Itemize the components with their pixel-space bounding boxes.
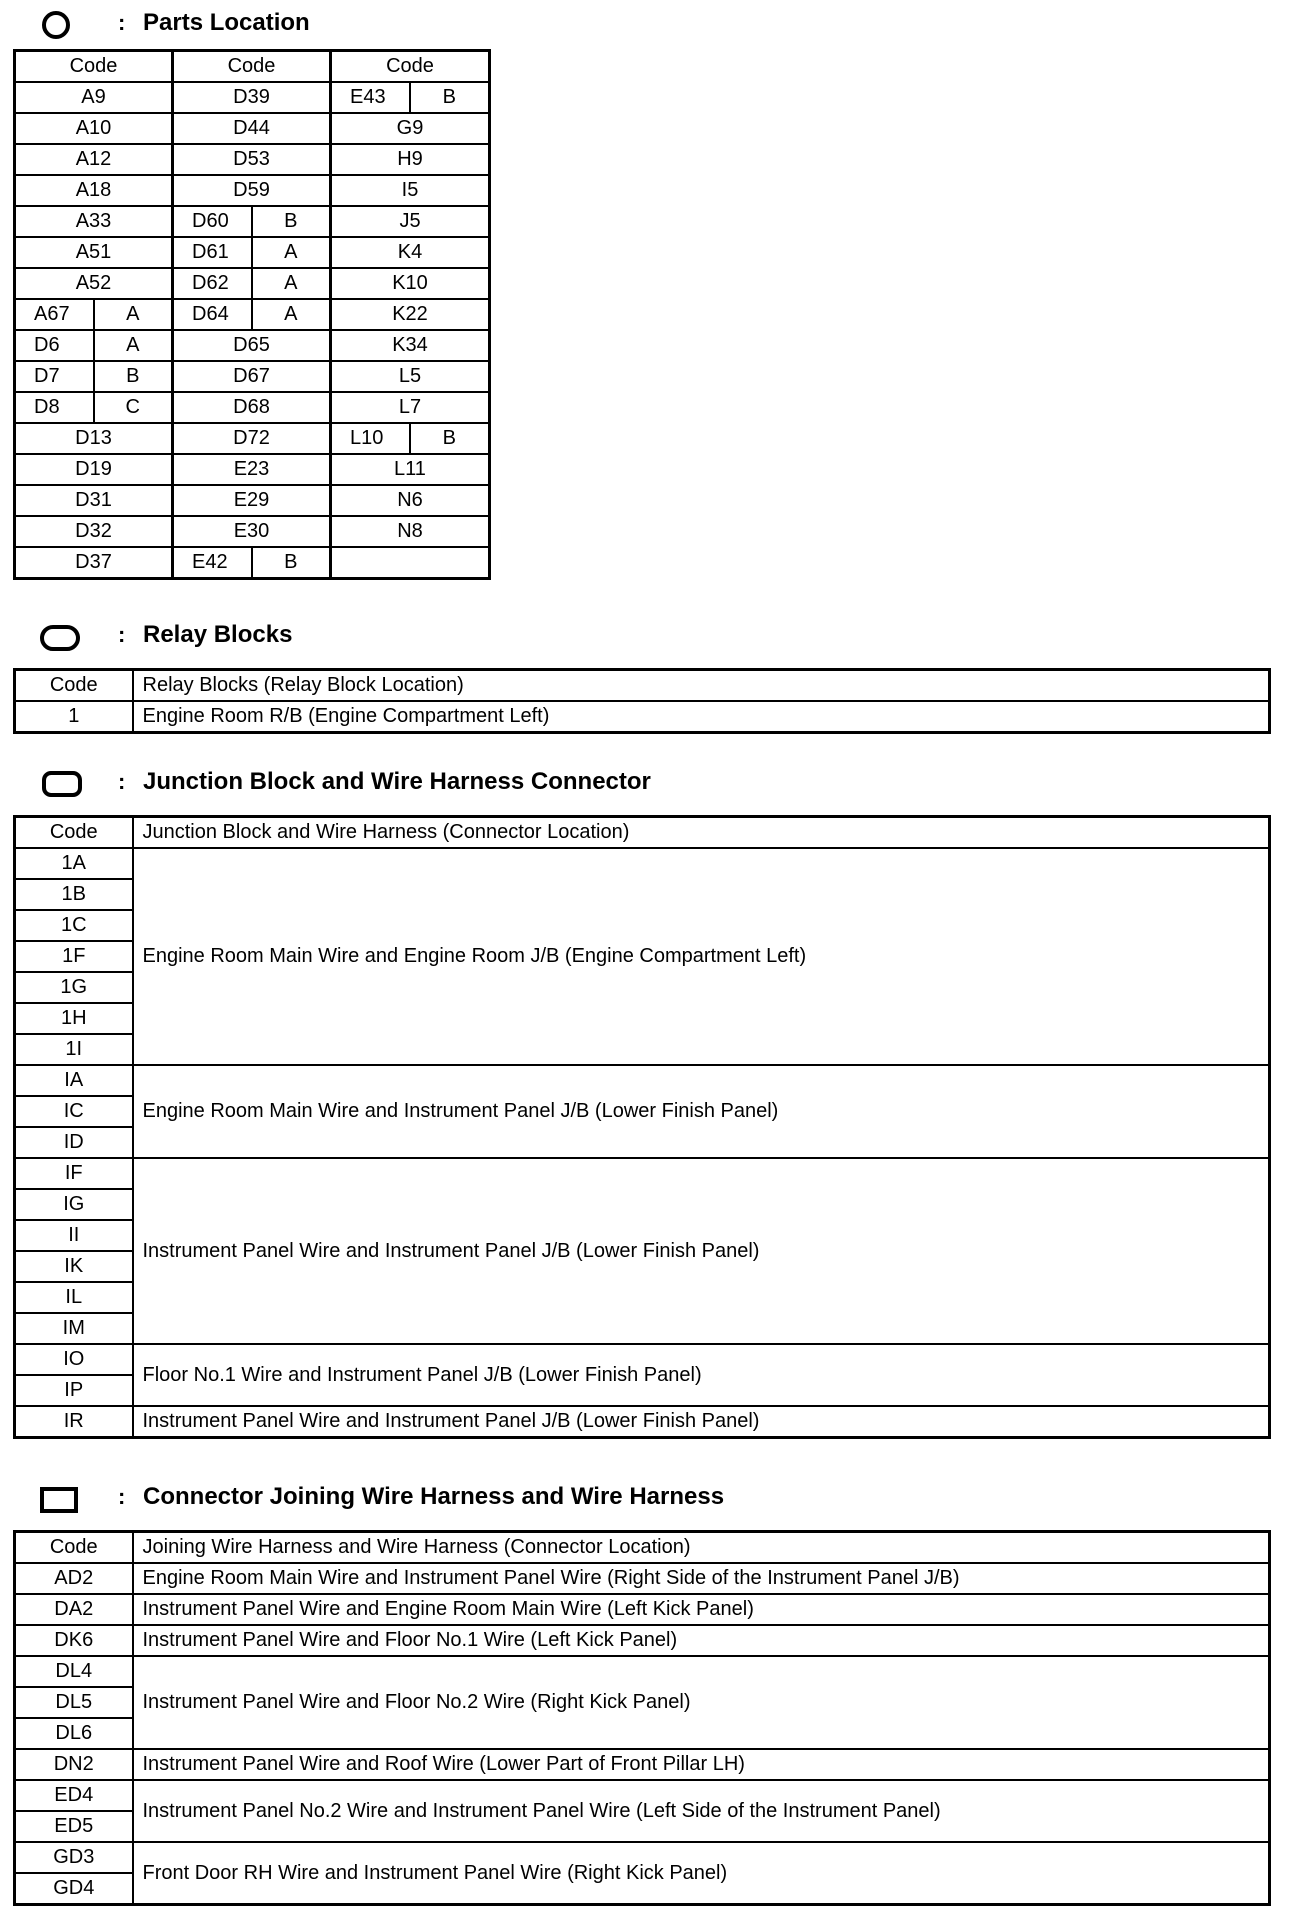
code-cell: 1H — [15, 1003, 133, 1034]
part-code: D32 — [15, 516, 173, 547]
location-description: Instrument Panel Wire and Roof Wire (Lower Part of Front Pillar LH) — [133, 1749, 1270, 1780]
part-code: D44 — [173, 113, 331, 144]
part-code: D68 — [173, 392, 331, 423]
part-code: A52 — [15, 268, 173, 299]
part-code: L5 — [331, 361, 490, 392]
part-code: D62 — [173, 268, 252, 299]
table-row — [15, 1065, 1270, 1096]
part-code: D67 — [173, 361, 331, 392]
code-cell: 1 — [15, 701, 133, 733]
junction-block-table — [13, 815, 1271, 1439]
part-code: E42 — [173, 547, 252, 579]
part-code: K4 — [331, 237, 490, 268]
part-connector-letter: B — [410, 82, 490, 113]
code-cell: AD2 — [15, 1563, 133, 1594]
location-description: Instrument Panel Wire and Instrument Panel J/B (Lower Finish Panel) — [133, 1406, 1270, 1438]
table-row — [15, 1749, 1270, 1780]
code-cell: IC — [15, 1096, 133, 1127]
table-row — [15, 361, 490, 392]
part-code: D72 — [173, 423, 331, 454]
connector-joining-title: Connector Joining Wire Harness and Wire Harness — [143, 1483, 725, 1510]
code-cell: IA — [15, 1065, 133, 1096]
column-header: Code — [173, 51, 331, 83]
part-connector-letter: B — [94, 361, 173, 392]
part-code: D60 — [173, 206, 252, 237]
part-code: D19 — [15, 454, 173, 485]
part-code: G9 — [331, 113, 490, 144]
location-description: Instrument Panel Wire and Floor No.2 Wire (Right Kick Panel) — [133, 1656, 1270, 1749]
part-code: D13 — [15, 423, 173, 454]
location-description: Instrument Panel Wire and Instrument Panel J/B (Lower Finish Panel) — [133, 1158, 1270, 1344]
table-row — [15, 113, 490, 144]
code-cell: 1I — [15, 1034, 133, 1065]
table-row — [15, 1563, 1270, 1594]
table-row — [15, 237, 490, 268]
part-connector-letter: A — [252, 268, 331, 299]
column-header: Code — [15, 670, 133, 702]
part-code: J5 — [331, 206, 490, 237]
junction-block-title: Junction Block and Wire Harness Connector — [143, 768, 651, 795]
colon: : — [118, 622, 126, 647]
table-row — [15, 423, 490, 454]
part-code: N8 — [331, 516, 490, 547]
part-code: K34 — [331, 330, 490, 361]
table-row — [15, 206, 490, 237]
part-code: H9 — [331, 144, 490, 175]
part-connector-letter: A — [94, 330, 173, 361]
part-code — [331, 547, 490, 579]
table-row — [15, 547, 490, 579]
table-row — [15, 1656, 1270, 1687]
code-cell: 1A — [15, 848, 133, 879]
table-row — [15, 299, 490, 330]
header-row — [15, 1532, 1270, 1564]
column-header: Junction Block and Wire Harness (Connector Location) — [133, 817, 1270, 849]
code-cell: IM — [15, 1313, 133, 1344]
part-code: L10 — [331, 423, 410, 454]
table-row — [15, 701, 1270, 733]
connector-joining-header — [40, 1483, 72, 1515]
table-row — [15, 1406, 1270, 1438]
part-code: D39 — [173, 82, 331, 113]
part-connector-letter: B — [252, 547, 331, 579]
column-header: Code — [15, 1532, 133, 1564]
table-row — [15, 175, 490, 206]
relay-blocks-title: Relay Blocks — [143, 621, 293, 648]
header-row — [15, 51, 490, 83]
part-code: K10 — [331, 268, 490, 299]
junction-block-header — [40, 768, 72, 800]
part-code: D61 — [173, 237, 252, 268]
table-row — [15, 1842, 1270, 1873]
relay-blocks-header — [40, 621, 72, 653]
code-cell: IG — [15, 1189, 133, 1220]
code-cell: DL4 — [15, 1656, 133, 1687]
part-connector-letter: A — [252, 299, 331, 330]
code-cell: DL5 — [15, 1687, 133, 1718]
code-cell: DL6 — [15, 1718, 133, 1749]
part-code: E30 — [173, 516, 331, 547]
part-code: E23 — [173, 454, 331, 485]
part-code: A12 — [15, 144, 173, 175]
location-description: Front Door RH Wire and Instrument Panel Wire (Right Kick Panel) — [133, 1842, 1270, 1905]
part-code: D65 — [173, 330, 331, 361]
code-cell: DN2 — [15, 1749, 133, 1780]
part-code: A51 — [15, 237, 173, 268]
connector-joining-table — [13, 1530, 1271, 1906]
column-header: Relay Blocks (Relay Block Location) — [133, 670, 1270, 702]
part-code: A10 — [15, 113, 173, 144]
code-cell: DK6 — [15, 1625, 133, 1656]
table-row — [15, 454, 490, 485]
table-row — [15, 82, 490, 113]
location-description: Engine Room Main Wire and Instrument Panel J/B (Lower Finish Panel) — [133, 1065, 1270, 1158]
location-description: Instrument Panel No.2 Wire and Instrument Panel Wire (Left Side of the Instrument Panel) — [133, 1780, 1270, 1842]
part-code: D6 — [15, 330, 94, 361]
header-row — [15, 817, 1270, 849]
part-code: D59 — [173, 175, 331, 206]
location-description: Engine Room Main Wire and Engine Room J/B (Engine Compartment Left) — [133, 848, 1270, 1065]
part-code: K22 — [331, 299, 490, 330]
part-connector-letter: C — [94, 392, 173, 423]
code-cell: ED5 — [15, 1811, 133, 1842]
column-header: Code — [15, 817, 133, 849]
location-description: Floor No.1 Wire and Instrument Panel J/B (Lower Finish Panel) — [133, 1344, 1270, 1406]
part-code: N6 — [331, 485, 490, 516]
table-row — [15, 1158, 1270, 1189]
location-description: Engine Room Main Wire and Instrument Panel Wire (Right Side of the Instrument Panel J/B) — [133, 1563, 1270, 1594]
code-cell: ID — [15, 1127, 133, 1158]
table-row — [15, 268, 490, 299]
parts-location-header — [40, 9, 72, 41]
part-code: A9 — [15, 82, 173, 113]
part-connector-letter: B — [252, 206, 331, 237]
part-code: D31 — [15, 485, 173, 516]
part-code: D37 — [15, 547, 173, 579]
part-code: A67 — [15, 299, 94, 330]
column-header: Joining Wire Harness and Wire Harness (Connector Location) — [133, 1532, 1270, 1564]
relay-blocks-table — [13, 668, 1271, 734]
code-cell: 1G — [15, 972, 133, 1003]
table-row — [15, 392, 490, 423]
part-code: I5 — [331, 175, 490, 206]
location-description: Instrument Panel Wire and Engine Room Main Wire (Left Kick Panel) — [133, 1594, 1270, 1625]
part-connector-letter: A — [94, 299, 173, 330]
parts-location-title: Parts Location — [143, 9, 310, 36]
table-row — [15, 1594, 1270, 1625]
code-cell: 1B — [15, 879, 133, 910]
location-description: Engine Room R/B (Engine Compartment Left) — [133, 701, 1270, 733]
table-row — [15, 848, 1270, 879]
colon: : — [118, 10, 126, 35]
header-row — [15, 670, 1270, 702]
code-cell: IF — [15, 1158, 133, 1189]
column-header: Code — [15, 51, 173, 83]
code-cell: IO — [15, 1344, 133, 1375]
circle-symbol-icon — [40, 11, 72, 39]
colon: : — [118, 1484, 126, 1509]
code-cell: DA2 — [15, 1594, 133, 1625]
part-code: E29 — [173, 485, 331, 516]
part-connector-letter: A — [252, 237, 331, 268]
table-row — [15, 1344, 1270, 1375]
code-cell: IK — [15, 1251, 133, 1282]
rounded-rectangle-symbol-icon — [40, 770, 72, 798]
table-row — [15, 1625, 1270, 1656]
table-row — [15, 330, 490, 361]
code-cell: IR — [15, 1406, 133, 1438]
part-code: D7 — [15, 361, 94, 392]
part-code: A18 — [15, 175, 173, 206]
part-code: D8 — [15, 392, 94, 423]
part-code: D53 — [173, 144, 331, 175]
code-cell: GD4 — [15, 1873, 133, 1905]
part-code: L11 — [331, 454, 490, 485]
part-connector-letter: B — [410, 423, 490, 454]
part-code: L7 — [331, 392, 490, 423]
code-cell: 1C — [15, 910, 133, 941]
table-row — [15, 485, 490, 516]
code-cell: ED4 — [15, 1780, 133, 1811]
code-cell: GD3 — [15, 1842, 133, 1873]
table-row — [15, 1780, 1270, 1811]
parts-location-table — [13, 49, 491, 580]
code-cell: IL — [15, 1282, 133, 1313]
table-row — [15, 144, 490, 175]
code-cell: 1F — [15, 941, 133, 972]
oval-symbol-icon — [40, 623, 72, 651]
part-code: D64 — [173, 299, 252, 330]
table-row — [15, 516, 490, 547]
code-cell: IP — [15, 1375, 133, 1406]
location-description: Instrument Panel Wire and Floor No.1 Wire (Left Kick Panel) — [133, 1625, 1270, 1656]
colon: : — [118, 769, 126, 794]
column-header: Code — [331, 51, 490, 83]
part-code: A33 — [15, 206, 173, 237]
part-code: E43 — [331, 82, 410, 113]
code-cell: II — [15, 1220, 133, 1251]
rectangle-symbol-icon — [40, 1485, 72, 1513]
